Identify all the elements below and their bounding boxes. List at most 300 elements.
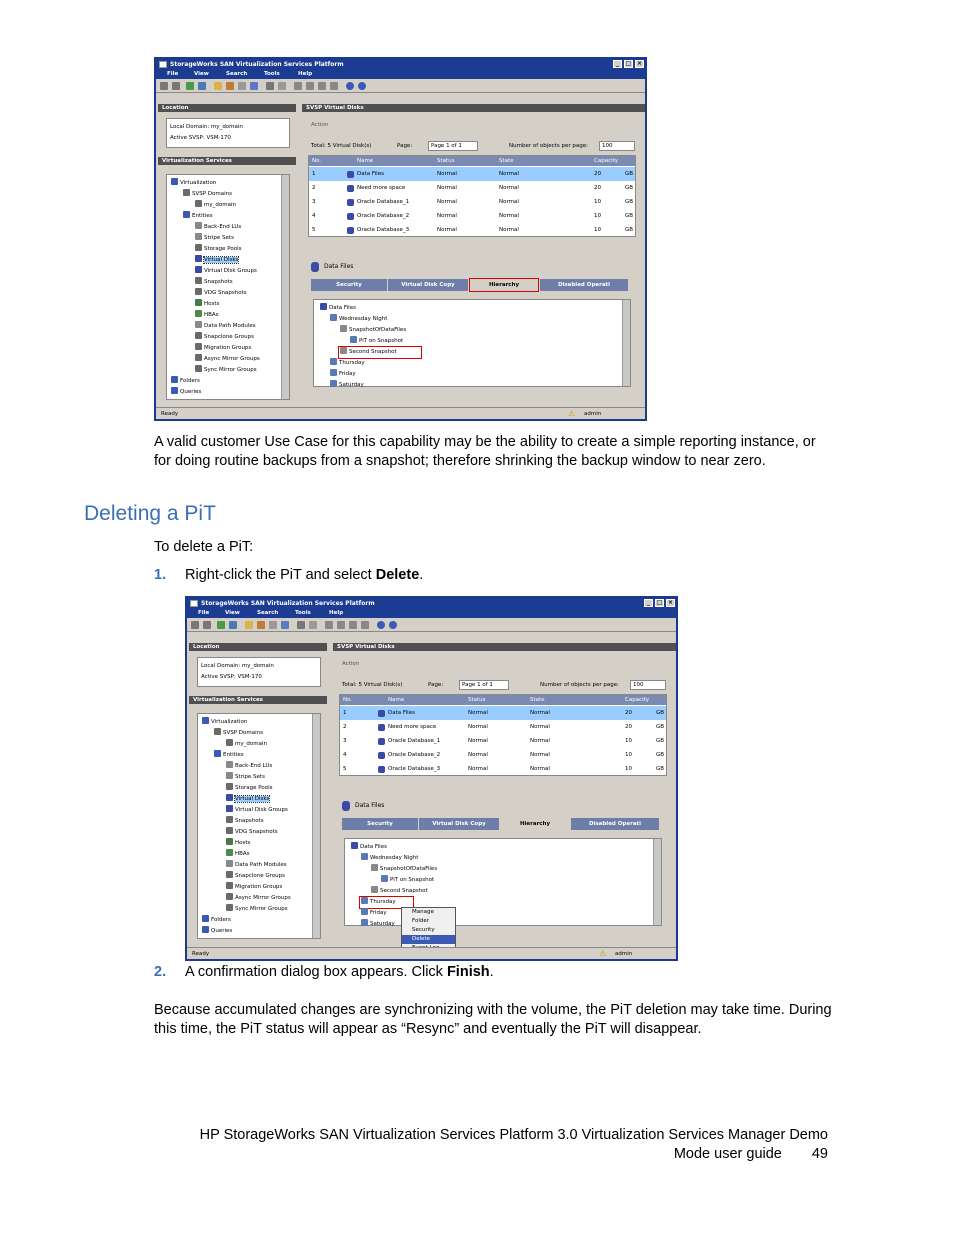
tree-item[interactable]	[226, 871, 285, 882]
cell-state: Normal	[530, 752, 550, 758]
tree-item-label: Storage Pools	[235, 785, 273, 791]
disk-icon	[378, 766, 385, 773]
tree-item[interactable]	[195, 266, 257, 277]
tool-icon[interactable]	[337, 621, 345, 629]
footer-line-1: HP StorageWorks SAN Virtualization Services Platform 3.0 Virtualization Services Manager Demo	[199, 1127, 828, 1143]
tool-icon[interactable]	[325, 621, 333, 629]
hierarchy-item[interactable]	[361, 853, 418, 864]
hierarchy-node-icon	[371, 864, 378, 871]
tree-node-icon	[226, 739, 233, 746]
cell-capacity: 20	[594, 185, 601, 191]
column-header[interactable]: Status	[468, 697, 486, 703]
tree-item[interactable]	[195, 343, 251, 354]
tree-node-icon	[226, 849, 233, 856]
tree-item-label: Entities	[223, 752, 244, 758]
tree-item-label: Async Mirror Groups	[204, 356, 260, 362]
minimize-button[interactable]: _	[644, 599, 653, 607]
hierarchy-item-label: Friday	[370, 910, 387, 916]
cell-name: Oracle Database_3	[388, 762, 440, 776]
page-select[interactable]: Page 1 of 1	[428, 141, 478, 151]
disk-icon	[347, 199, 354, 206]
hierarchy-item[interactable]	[330, 380, 364, 391]
tree-node-icon	[195, 255, 202, 262]
objects-label: Number of objects per page:	[540, 682, 619, 688]
refresh-icon[interactable]	[217, 621, 225, 629]
tool-icon[interactable]	[294, 82, 302, 90]
hierarchy-node-icon	[320, 303, 327, 310]
tree-item-label: SVSP Domains	[223, 730, 264, 736]
tree-item[interactable]	[171, 376, 200, 387]
tree-item-label: Back-End LUs	[235, 763, 273, 769]
hierarchy-node-icon	[330, 314, 337, 321]
column-header[interactable]: No.	[343, 697, 353, 703]
info-icon[interactable]	[358, 82, 366, 90]
cell-no: 5	[312, 227, 316, 233]
table-row[interactable]	[340, 706, 666, 720]
menu-help[interactable]: Help	[298, 71, 313, 77]
cell-capacity: 20	[594, 171, 601, 177]
properties-icon[interactable]	[250, 82, 258, 90]
tree-node-icon	[226, 893, 233, 900]
local-domain-label: Local Domain:	[201, 663, 241, 669]
warning-icon: ⚠	[568, 409, 576, 418]
tab-security[interactable]: Security	[342, 818, 418, 830]
cell-name: Oracle Database_2	[357, 209, 409, 223]
back-icon[interactable]	[160, 82, 168, 90]
tree-scrollbar[interactable]	[281, 175, 289, 399]
page-select[interactable]: Page 1 of 1	[459, 680, 509, 690]
tree-item-label: Folders	[180, 378, 200, 384]
screenshot-window-2	[185, 596, 678, 961]
status-user: admin	[615, 951, 633, 957]
hierarchy-tree	[313, 299, 631, 387]
table-row[interactable]	[309, 167, 635, 181]
snapshot-icon[interactable]	[278, 82, 286, 90]
tree-node-icon	[195, 222, 202, 229]
toolbar	[187, 618, 676, 632]
tree-item[interactable]	[195, 255, 238, 266]
lock-icon[interactable]	[226, 82, 234, 90]
cell-unit: GB	[656, 766, 665, 772]
hierarchy-item[interactable]	[361, 908, 387, 919]
tree-item-label: my_domain	[235, 741, 267, 747]
page-number: 49	[811, 1146, 828, 1162]
tree-item-label: Migration Groups	[204, 345, 252, 351]
tree-item[interactable]	[226, 816, 264, 827]
tree-node-icon	[195, 200, 202, 207]
tree-item[interactable]	[226, 772, 265, 783]
total-label: Total: 5 Virtual Disk(s)	[342, 682, 403, 688]
help-icon[interactable]	[377, 621, 385, 629]
tree-item[interactable]	[195, 233, 234, 244]
disk-icon	[347, 171, 354, 178]
tree-item[interactable]	[226, 827, 278, 838]
tree-item[interactable]	[226, 739, 267, 750]
cell-name: Data Files	[388, 706, 415, 720]
tree-item-label: HBAs	[204, 312, 219, 318]
menu-tools[interactable]: Tools	[264, 71, 280, 77]
table-row[interactable]	[340, 748, 666, 762]
tree-node-icon	[226, 827, 233, 834]
minimize-button[interactable]: _	[613, 60, 622, 68]
tree-item[interactable]	[214, 750, 244, 761]
help-icon[interactable]	[346, 82, 354, 90]
column-header[interactable]: Capacity	[625, 697, 650, 703]
cell-name: Need more space	[357, 181, 405, 195]
cell-name: Data Files	[357, 167, 384, 181]
tree-node-icon	[226, 904, 233, 911]
local-domain-label: Local Domain:	[170, 124, 210, 130]
active-svsp-value: VSM-170	[237, 674, 262, 680]
cell-state: Normal	[499, 199, 519, 205]
menu-view[interactable]: View	[194, 71, 209, 77]
nav-tree-2	[197, 713, 321, 939]
hierarchy-node-icon	[330, 358, 337, 365]
cell-unit: GB	[625, 227, 634, 233]
tree-node-icon	[195, 365, 202, 372]
column-header[interactable]: Name	[357, 158, 374, 164]
cell-status: Normal	[468, 752, 488, 758]
tab-virtual-disk-copy[interactable]: Virtual Disk Copy	[388, 279, 468, 291]
tree-item[interactable]	[183, 189, 232, 200]
hierarchy-node-icon	[351, 842, 358, 849]
action-menu[interactable]: Action	[311, 122, 329, 128]
footer-text	[120, 1126, 828, 1164]
hierarchy-scrollbar[interactable]	[653, 839, 661, 925]
tree-item-label: Virtual Disk Groups	[204, 268, 257, 274]
menu-search[interactable]: Search	[226, 71, 248, 77]
folder-icon[interactable]	[214, 82, 222, 90]
table-row[interactable]	[340, 762, 666, 776]
step-2-text: A confirmation dialog box appears. Click	[185, 964, 447, 980]
tree-item[interactable]	[195, 332, 254, 343]
tree-node-icon	[202, 717, 209, 724]
cell-unit: GB	[625, 185, 634, 191]
tab-virtual-disk-copy[interactable]: Virtual Disk Copy	[419, 818, 499, 830]
tree-item-label: Virtual Disk Groups	[235, 807, 288, 813]
menu-bar	[156, 70, 645, 79]
tree-item-label: HBAs	[235, 851, 250, 857]
page-label: Page:	[428, 682, 444, 688]
disk-icon	[347, 213, 354, 220]
tree-node-icon	[226, 772, 233, 779]
column-header[interactable]: No.	[312, 158, 322, 164]
tree-item[interactable]	[195, 200, 236, 211]
tree-node-icon	[195, 332, 202, 339]
tree-node-icon	[214, 750, 221, 757]
close-button[interactable]: ×	[667, 599, 674, 606]
location-header: Location	[158, 104, 296, 112]
tool-icon[interactable]	[361, 621, 369, 629]
local-domain-value: my_domain	[241, 663, 274, 669]
location-header: Location	[189, 643, 327, 651]
tree-node-icon	[183, 189, 190, 196]
window-title: StorageWorks SAN Virtualization Services Platform	[201, 600, 375, 607]
tree-node-icon	[195, 244, 202, 251]
tab-hierarchy[interactable]: Hierarchy	[500, 818, 570, 830]
tree-item-label: Snapclone Groups	[204, 334, 254, 340]
tree-item[interactable]	[195, 310, 219, 321]
table-row[interactable]	[340, 734, 666, 748]
table-row[interactable]	[309, 209, 635, 223]
hierarchy-node-icon	[371, 886, 378, 893]
maximize-button[interactable]: □	[625, 60, 632, 67]
step-2-bold: Finish	[446, 964, 490, 980]
objects-input[interactable]: 100	[630, 680, 666, 690]
tree-item-label: Folders	[211, 917, 231, 923]
footer-line-2: Mode user guide	[673, 1146, 782, 1162]
tree-item-label: VDG Snapshots	[204, 290, 247, 296]
hierarchy-item[interactable]	[361, 919, 395, 930]
column-header[interactable]: State	[499, 158, 514, 164]
tree-item[interactable]	[226, 893, 291, 904]
paragraph-resync: Because accumulated changes are synchronizing with the volume, the PiT deletion may take time. During this time, the PiT status will appear as “Resync” and eventually the PiT will disappear.	[154, 1002, 832, 1037]
folder-icon[interactable]	[245, 621, 253, 629]
tree-node-icon	[226, 860, 233, 867]
cell-name: Oracle Database_2	[388, 748, 440, 762]
hierarchy-node-icon	[361, 908, 368, 915]
tree-item[interactable]	[195, 354, 260, 365]
hierarchy-item[interactable]	[381, 875, 434, 886]
tree-item-label: Sync Mirror Groups	[235, 906, 288, 912]
tree-item[interactable]	[183, 211, 213, 222]
tree-item-label: Virtual Disks	[204, 257, 239, 263]
tree-scrollbar[interactable]	[312, 714, 320, 938]
disk-icon	[378, 738, 385, 745]
tree-item[interactable]	[226, 860, 287, 871]
tree-item[interactable]	[202, 717, 247, 728]
right-panel-header: SVSP Virtual Disks	[302, 104, 645, 112]
hp-logo-icon	[159, 61, 167, 68]
cell-status: Normal	[468, 766, 488, 772]
action-menu[interactable]: Action	[342, 661, 360, 667]
step-2	[154, 963, 494, 982]
tree-item-label: Async Mirror Groups	[235, 895, 291, 901]
menu-file[interactable]: File	[167, 71, 179, 77]
cell-no: 1	[343, 710, 347, 716]
export-icon[interactable]	[229, 621, 237, 629]
hierarchy-item-label: Second Snapshot	[380, 888, 428, 894]
menu-tools[interactable]: Tools	[295, 610, 311, 616]
cell-state: Normal	[530, 766, 550, 772]
tree-item-label: Data Path Modules	[235, 862, 287, 868]
objects-input[interactable]: 100	[599, 141, 635, 151]
tree-item[interactable]	[226, 761, 272, 772]
cell-status: Normal	[437, 185, 457, 191]
tree-item[interactable]	[226, 783, 273, 794]
column-header[interactable]: Status	[437, 158, 455, 164]
cell-status: Normal	[437, 227, 457, 233]
step-1-bold: Delete	[375, 567, 420, 583]
tree-item[interactable]	[202, 915, 231, 926]
status-user: admin	[584, 411, 602, 417]
cell-status: Normal	[437, 199, 457, 205]
detail-title-icon	[311, 262, 319, 272]
disk-icon	[378, 752, 385, 759]
tree-node-icon	[226, 871, 233, 878]
cell-capacity: 10	[594, 213, 601, 219]
cell-no: 1	[312, 171, 316, 177]
hierarchy-node-icon	[340, 325, 347, 332]
window-title: StorageWorks SAN Virtualization Services Platform	[170, 61, 344, 68]
tree-item-label: Entities	[192, 213, 213, 219]
column-header[interactable]: State	[530, 697, 545, 703]
tree-item-label: my_domain	[204, 202, 236, 208]
lock-icon[interactable]	[257, 621, 265, 629]
tree-item[interactable]	[226, 794, 269, 805]
column-header[interactable]: Name	[388, 697, 405, 703]
cell-state: Normal	[499, 227, 519, 233]
tab-disabled-operati[interactable]: Disabled Operati	[540, 279, 628, 291]
tree-item[interactable]	[226, 882, 282, 893]
hierarchy-scrollbar[interactable]	[622, 300, 630, 386]
tree-item-label: Snapshots	[204, 279, 233, 285]
tree-item[interactable]	[202, 926, 232, 937]
tree-node-icon	[226, 794, 233, 801]
tree-item[interactable]	[226, 849, 250, 860]
maximize-button[interactable]: □	[656, 599, 663, 606]
refresh-icon[interactable]	[186, 82, 194, 90]
status-bar	[156, 407, 645, 419]
tree-item[interactable]	[195, 277, 233, 288]
hierarchy-item-label: Wednesday Night	[370, 855, 419, 861]
tree-item[interactable]	[214, 728, 263, 739]
tree-item-label: Snapclone Groups	[235, 873, 285, 879]
status-ready: Ready	[161, 411, 179, 417]
detail-title: Data Files	[355, 802, 385, 809]
tree-item[interactable]	[195, 321, 256, 332]
ctx-folder[interactable]: Folder	[412, 918, 429, 924]
ctx-security[interactable]: Security	[412, 927, 435, 933]
hierarchy-node-icon	[330, 369, 337, 376]
window-titlebar	[187, 598, 676, 609]
table-row[interactable]	[309, 181, 635, 195]
cell-name: Oracle Database_3	[357, 223, 409, 237]
hierarchy-item[interactable]	[351, 842, 387, 853]
menu-search[interactable]: Search	[257, 610, 279, 616]
hierarchy-item-label: SnapshotOfDataFiles	[380, 866, 438, 872]
tree-item[interactable]	[226, 838, 250, 849]
camera-icon[interactable]	[266, 82, 274, 90]
cell-status: Normal	[437, 213, 457, 219]
tab-hierarchy[interactable]: Hierarchy	[469, 279, 539, 291]
cell-capacity: 10	[625, 752, 632, 758]
cell-unit: GB	[656, 724, 665, 730]
tree-item[interactable]	[226, 805, 288, 816]
tool-icon[interactable]	[318, 82, 326, 90]
export-icon[interactable]	[198, 82, 206, 90]
table-row[interactable]	[340, 720, 666, 734]
tree-node-icon	[202, 926, 209, 933]
disk-icon	[378, 724, 385, 731]
tree-item-label: Virtualization	[211, 719, 248, 725]
delete-icon[interactable]	[238, 82, 246, 90]
table-row[interactable]	[309, 223, 635, 237]
tree-item-label: VDG Snapshots	[235, 829, 278, 835]
snapshot-icon[interactable]	[309, 621, 317, 629]
cell-name: Oracle Database_1	[388, 734, 440, 748]
section-heading: Deleting a PiT	[84, 502, 216, 525]
tool-icon[interactable]	[306, 82, 314, 90]
cell-no: 5	[343, 766, 347, 772]
hierarchy-node-icon	[381, 875, 388, 882]
tree-node-icon	[183, 211, 190, 218]
hierarchy-item[interactable]	[320, 303, 356, 314]
tree-item-label: Queries	[180, 389, 202, 395]
back-icon[interactable]	[191, 621, 199, 629]
cell-unit: GB	[656, 710, 665, 716]
table-header	[309, 156, 635, 166]
menu-help[interactable]: Help	[329, 610, 344, 616]
forward-icon[interactable]	[172, 82, 180, 90]
tab-disabled-operati[interactable]: Disabled Operati	[571, 818, 659, 830]
tree-item-label: Data Path Modules	[204, 323, 256, 329]
tree-node-icon	[195, 233, 202, 240]
ctx-manage[interactable]: Manage	[412, 909, 434, 915]
menu-view[interactable]: View	[225, 610, 240, 616]
tree-node-icon	[171, 387, 178, 394]
tree-node-icon	[226, 805, 233, 812]
tree-node-icon	[195, 299, 202, 306]
column-header[interactable]: Capacity	[594, 158, 619, 164]
hierarchy-item[interactable]	[371, 864, 437, 875]
tool-icon[interactable]	[349, 621, 357, 629]
hierarchy-item-label: Thursday	[370, 899, 396, 905]
hierarchy-node-icon	[350, 336, 357, 343]
hierarchy-node-icon	[361, 853, 368, 860]
ctx-delete[interactable]: Delete	[402, 935, 455, 944]
tree-item[interactable]	[195, 288, 247, 299]
hierarchy-callout	[469, 278, 539, 292]
tree-item[interactable]	[171, 178, 216, 189]
table-row[interactable]	[309, 195, 635, 209]
hierarchy-item[interactable]	[330, 358, 365, 369]
properties-icon[interactable]	[281, 621, 289, 629]
tree-item[interactable]	[195, 365, 257, 376]
tree-item[interactable]	[195, 222, 241, 233]
camera-icon[interactable]	[297, 621, 305, 629]
menu-file[interactable]: File	[198, 610, 210, 616]
delete-icon[interactable]	[269, 621, 277, 629]
hierarchy-item-label: PiT on Snapshot	[390, 877, 435, 883]
cell-capacity: 10	[625, 738, 632, 744]
hierarchy-item[interactable]	[330, 369, 356, 380]
hierarchy-item[interactable]	[330, 314, 387, 325]
step-2-end: .	[489, 964, 494, 980]
local-domain-value: my_domain	[210, 124, 243, 130]
tab-security[interactable]: Security	[311, 279, 387, 291]
tree-item[interactable]	[195, 299, 219, 310]
cell-state: Normal	[499, 171, 519, 177]
hierarchy-item-label: Data Files	[329, 305, 356, 311]
cell-unit: GB	[656, 738, 665, 744]
tree-node-icon	[226, 761, 233, 768]
tree-node-icon	[195, 266, 202, 273]
cell-state: Normal	[530, 738, 550, 744]
hierarchy-item[interactable]	[340, 325, 406, 336]
tree-item[interactable]	[171, 387, 201, 398]
tool-icon[interactable]	[330, 82, 338, 90]
hierarchy-item-label: Data Files	[360, 844, 387, 850]
close-button[interactable]: ×	[636, 60, 643, 67]
intro-text: To delete a PiT:	[154, 539, 254, 555]
right-panel-header: SVSP Virtual Disks	[333, 643, 676, 651]
hierarchy-node-icon	[330, 380, 337, 387]
tree-item[interactable]	[195, 244, 242, 255]
info-icon[interactable]	[389, 621, 397, 629]
forward-icon[interactable]	[203, 621, 211, 629]
tree-item[interactable]	[226, 904, 288, 915]
